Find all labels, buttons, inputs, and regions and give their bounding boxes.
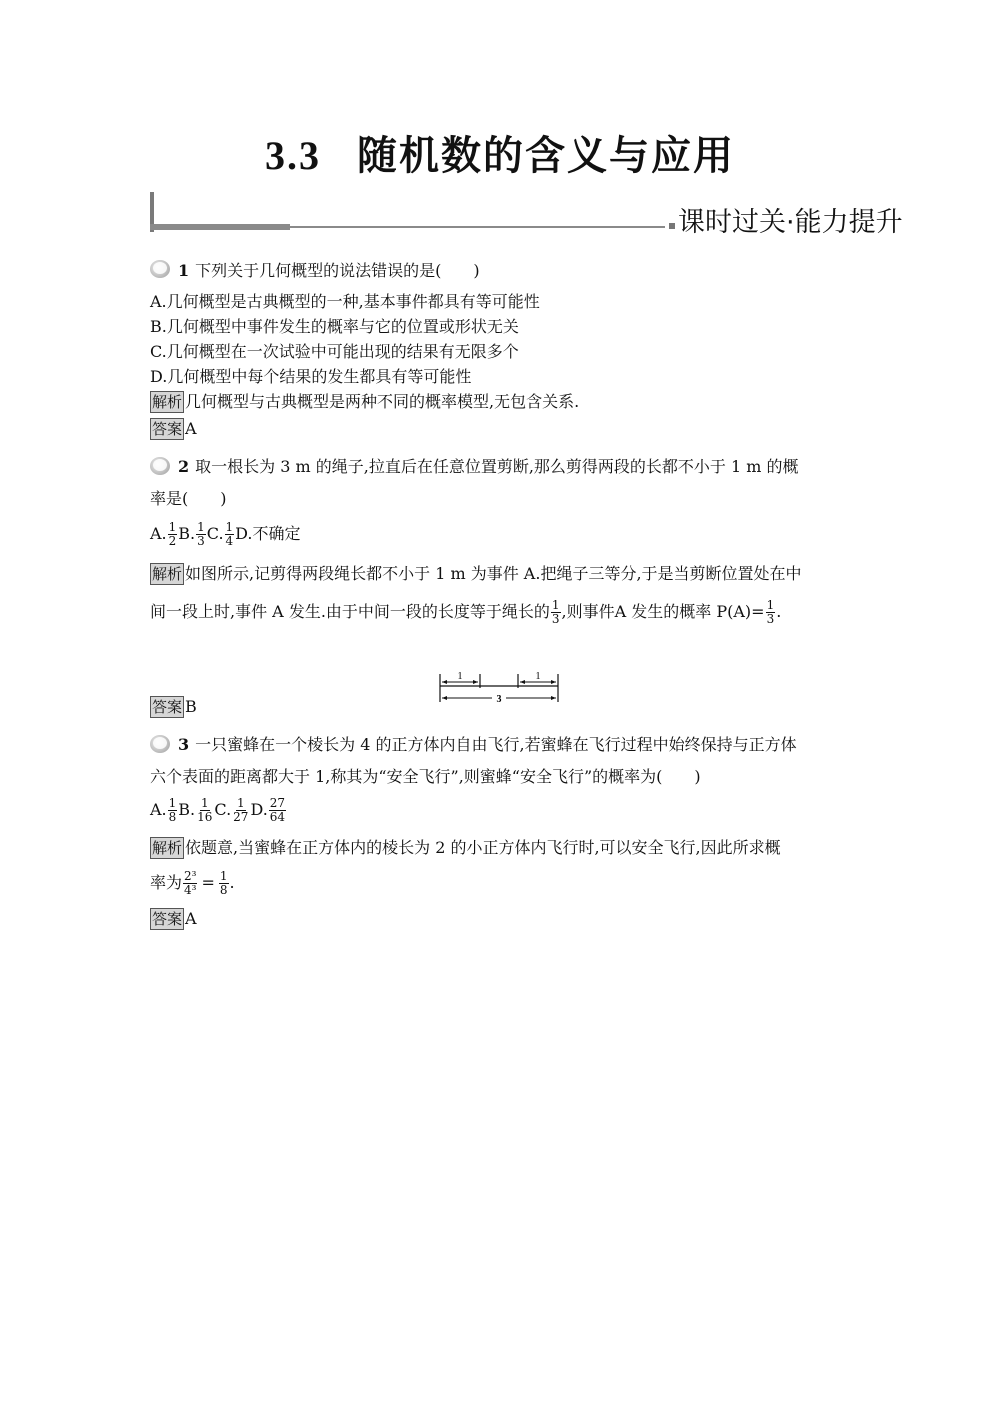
question-3-stem xyxy=(150,729,850,761)
option-a-letter: A. xyxy=(150,524,167,543)
analysis-text-line1: 如图所示,记剪得两段绳长都不小于 1 m 为事件 A.把绳子三等分,于是当剪断位置处在中 xyxy=(185,564,802,583)
analysis-text: 几何概型与古典概型是两种不同的概率模型,无包含关系. xyxy=(185,392,580,411)
question-marker-icon xyxy=(150,457,172,477)
answer-value: B xyxy=(185,697,197,716)
question-marker-icon xyxy=(150,735,172,755)
question-text-line1: 取一根长为 3 m 的绳子,拉直后在任意位置剪断,那么剪得两段的长都不小于 1 m 的概 xyxy=(195,457,799,476)
section-label: 课时过关·能力提升 xyxy=(678,207,903,238)
answer-value: A xyxy=(185,909,197,928)
rope-diagram xyxy=(438,670,560,706)
question-3 xyxy=(150,729,850,931)
page-title xyxy=(0,124,1000,181)
option-a: A.几何概型是古典概型的一种,基本事件都具有等可能性 xyxy=(150,292,540,311)
banner-thick-rule xyxy=(150,224,290,230)
question-2-stem xyxy=(150,451,850,483)
exercise-list xyxy=(150,258,850,931)
result-fraction: $\frac{1}{8}$ xyxy=(219,869,228,897)
analysis-text-line1: 依题意,当蜜蜂在正方体内的棱长为 2 的小正方体内飞行时,可以安全飞行,因此所求概 xyxy=(185,838,781,857)
option-c-fraction: $\frac{1}{4}$ xyxy=(225,520,234,548)
answer-tag: 答案 xyxy=(152,910,183,928)
option-a-letter: A. xyxy=(150,800,167,819)
option-c-letter: C. xyxy=(214,800,232,819)
options-row xyxy=(150,521,850,548)
option-d-letter: D. xyxy=(250,800,268,819)
question-text: 下列关于几何概型的说法错误的是( ) xyxy=(195,261,480,280)
question-marker-icon xyxy=(150,260,172,280)
option-a-fraction: $\frac{1}{8}$ xyxy=(168,796,177,824)
analysis-tag: 解析 xyxy=(152,393,183,411)
question-1-stem xyxy=(150,258,850,283)
question-number: 2 xyxy=(178,457,190,476)
analysis-text-line2a: 率为 xyxy=(150,873,183,892)
option-a-fraction: $\frac{1}{2}$ xyxy=(168,520,177,548)
analysis-text-line2a: 间一段上时,事件 A 发生.由于中间一段的长度等于绳长的 xyxy=(150,602,550,621)
option-b-letter: B. xyxy=(178,524,196,543)
option-b-fraction: $\frac{1}{3}$ xyxy=(197,520,205,548)
option-c-letter: C. xyxy=(206,524,224,543)
option-b-letter: B. xyxy=(178,800,196,819)
option-d: D.几何概型中每个结果的发生都具有等可能性 xyxy=(150,367,472,386)
answer-tag: 答案 xyxy=(152,420,183,438)
analysis-line2: 间一段上时,事件 A 发生.由于中间一段的长度等于绳长的 $\frac{1}{3}$ ,则事件A 发生的概率 P(A)= $\frac{1}{3}$ . xyxy=(150,598,782,626)
question-number: 1 xyxy=(178,261,190,280)
options-row xyxy=(150,797,850,824)
analysis-text-line2b: ,则事件A 发生的概率 P(A)= xyxy=(561,602,765,621)
answer-tag: 答案 xyxy=(152,698,183,716)
probability-fraction: $\frac{1}{3}$ xyxy=(766,598,775,626)
section-banner xyxy=(150,192,903,240)
option-d-fraction: $\frac{27}{64}$ xyxy=(269,796,286,824)
option-b-fraction: $\frac{1}{16}$ xyxy=(197,796,213,824)
section-number: 3.3 xyxy=(265,133,321,178)
analysis-tag: 解析 xyxy=(152,565,183,583)
question-text-line1: 一只蜜蜂在一个棱长为 4 的正方体内自由飞行,若蜜蜂在飞行过程中始终保持与正方体 xyxy=(195,735,797,754)
one-third-fraction: $\frac{1}{3}$ xyxy=(551,598,560,626)
power-ratio-fraction: $\frac{\text{2³}}{\text{4³}}$ xyxy=(184,869,197,897)
total-length-label: 3 xyxy=(496,694,502,705)
left-segment-label: 1 xyxy=(457,671,463,682)
option-c: C.几何概型在一次试验中可能出现的结果有无限多个 xyxy=(150,342,519,361)
banner-thin-rule xyxy=(290,226,665,228)
question-1 xyxy=(150,258,850,441)
right-segment-label: 1 xyxy=(535,671,541,682)
question-text-line2: 率是( ) xyxy=(150,489,227,508)
answer-row xyxy=(150,416,850,441)
question-text-line2: 六个表面的距离都大于 1,称其为“安全飞行”,则蜜蜂“安全飞行”的概率为( ) xyxy=(150,767,701,786)
analysis-line2: 率为 $\frac{\text{2³}}{\text{4³}}$ = $\frac{1}{8}$ . xyxy=(150,869,235,897)
analysis-tag: 解析 xyxy=(152,839,183,857)
analysis-row xyxy=(150,389,850,414)
question-number: 3 xyxy=(178,735,190,754)
option-d-letter: D. xyxy=(235,524,253,543)
banner-square-icon xyxy=(669,223,675,229)
option-b: B.几何概型中事件发生的概率与它的位置或形状无关 xyxy=(150,317,519,336)
answer-value: A xyxy=(185,419,197,438)
option-d-text: 不确定 xyxy=(252,524,301,543)
answer-row xyxy=(150,906,850,931)
analysis-row xyxy=(150,560,850,588)
title-text: 随机数的含义与应用 xyxy=(357,132,735,179)
option-c-fraction: $\frac{1}{27}$ xyxy=(233,796,249,824)
analysis-row xyxy=(150,834,850,862)
